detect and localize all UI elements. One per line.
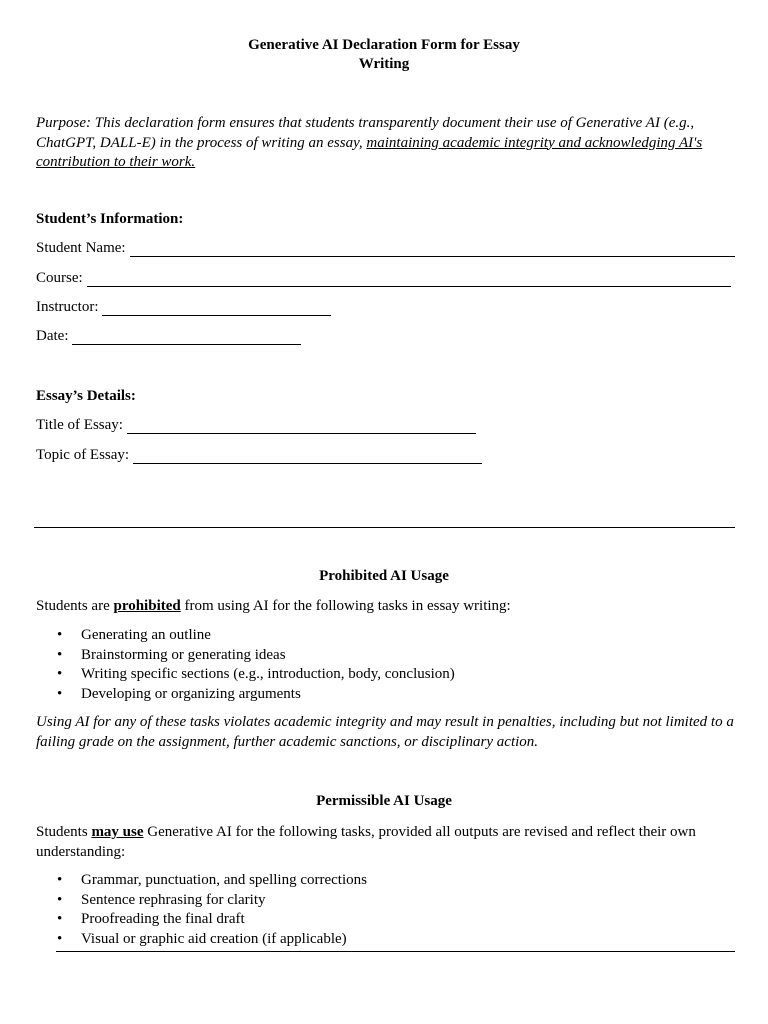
- course-blank[interactable]: [87, 270, 731, 287]
- prohibited-heading: Prohibited AI Usage: [319, 568, 449, 584]
- purpose-paragraph: [36, 114, 726, 173]
- list-item: • Generating an outline: [36, 626, 736, 646]
- prohibited-list: [36, 626, 736, 704]
- date-blank[interactable]: [72, 328, 301, 345]
- essay-topic-label: Topic of Essay:: [36, 447, 130, 463]
- instructor-field[interactable]: [36, 299, 331, 316]
- student-name-field[interactable]: [36, 240, 735, 257]
- date-field[interactable]: [36, 328, 301, 345]
- prohibited-emphasis: prohibited: [113, 598, 181, 614]
- prohibited-intro-before: Students are: [36, 598, 114, 614]
- essay-topic-blank[interactable]: [133, 447, 482, 464]
- form-title-line1: Generative AI Declaration Form for Essay: [248, 37, 520, 53]
- date-label: Date:: [36, 328, 69, 344]
- purpose-underlined-text: maintaining academic integrity and acknowledging AI's contribution to their work.: [36, 134, 703, 170]
- instructor-blank[interactable]: [102, 299, 331, 316]
- list-item: • Grammar, punctuation, and spelling corrections: [36, 871, 736, 891]
- list-item: • Developing or organizing arguments: [36, 685, 736, 705]
- course-label: Course:: [36, 270, 83, 286]
- prohibited-warning: Using AI for any of these tasks violates academic integrity and may result in penalties, including but not limited to a failing grade on the assignment, further academic sanctions, or disciplinary action.: [36, 714, 734, 750]
- permissible-intro-after: Generative AI for the following tasks, provided all outputs are revised and reflect their own understanding:: [36, 824, 696, 860]
- student-info-heading: Student’s Information:: [36, 211, 184, 227]
- essay-title-label: Title of Essay:: [36, 417, 123, 433]
- form-title-line2: Writing: [358, 56, 410, 72]
- list-item: • Visual or graphic aid creation (if applicable): [36, 930, 736, 950]
- prohibited-intro: [36, 597, 736, 617]
- permissible-intro-before: Students: [36, 824, 92, 840]
- course-field[interactable]: [36, 270, 731, 287]
- form-title: [0, 36, 768, 74]
- purpose-text: Purpose: This declaration form ensures that students transparently document their use of Generative AI (e.g., ChatGPT, DALL-E) in the process of writing an essay,: [36, 115, 695, 151]
- essay-details-heading: Essay’s Details:: [36, 388, 136, 404]
- list-item: • Proofreading the final draft: [36, 910, 736, 930]
- section-divider: [34, 527, 735, 528]
- permissible-heading: Permissible AI Usage: [316, 793, 452, 809]
- list-item: • Sentence rephrasing for clarity: [36, 891, 736, 911]
- permissible-emphasis: may use: [91, 824, 144, 840]
- prohibited-intro-after: from using AI for the following tasks in essay writing:: [180, 598, 511, 614]
- student-name-label: Student Name:: [36, 240, 126, 256]
- list-item: • Brainstorming or generating ideas: [36, 646, 736, 666]
- bottom-rule: [56, 951, 735, 952]
- essay-title-field[interactable]: [36, 417, 476, 434]
- student-name-blank[interactable]: [130, 240, 735, 257]
- essay-title-blank[interactable]: [127, 417, 476, 434]
- permissible-intro: [36, 823, 708, 862]
- list-item: • Writing specific sections (e.g., introduction, body, conclusion): [36, 665, 736, 685]
- permissible-list: [36, 871, 736, 949]
- essay-topic-field[interactable]: [36, 447, 482, 464]
- instructor-label: Instructor:: [36, 299, 99, 315]
